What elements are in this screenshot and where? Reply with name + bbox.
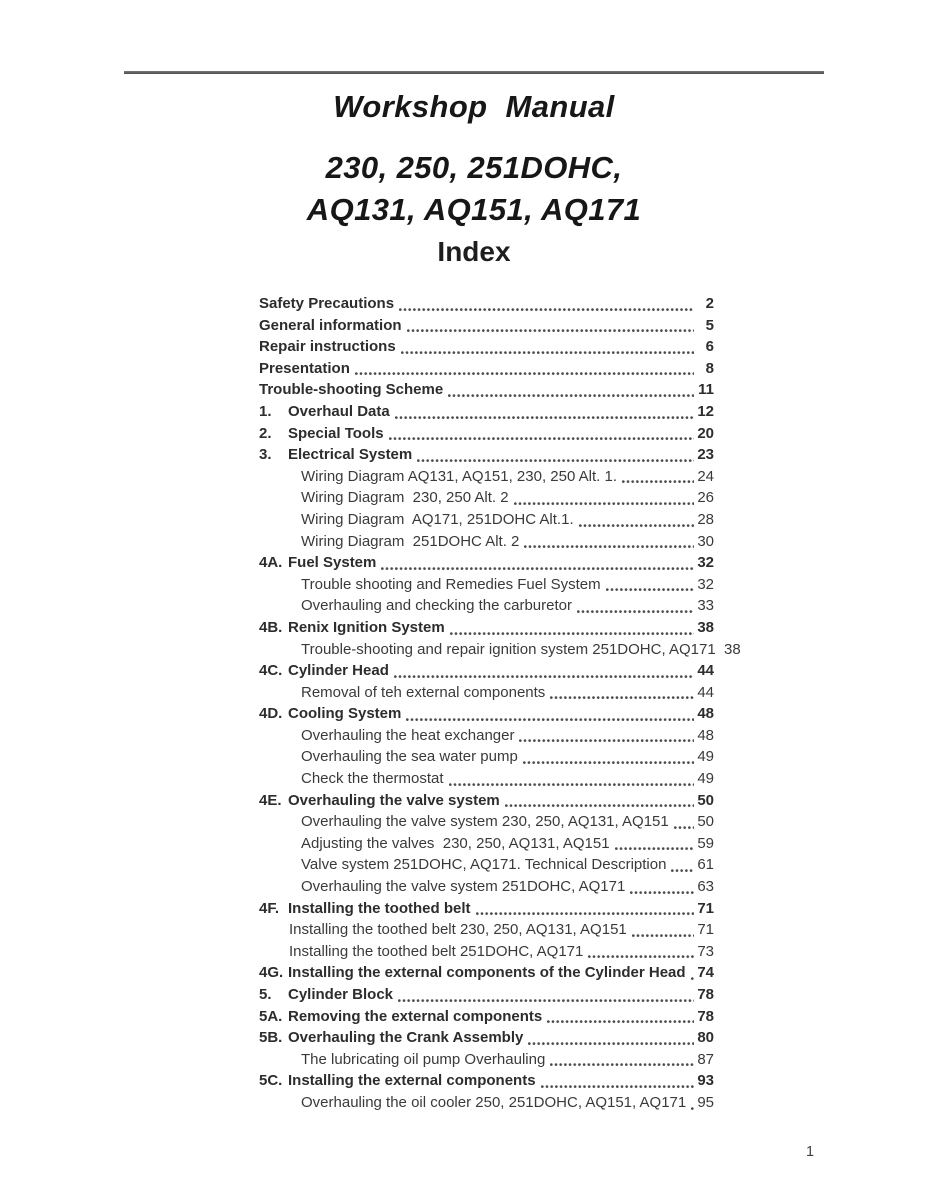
toc-entry-label: Check the thermostat — [301, 770, 444, 788]
toc-entry-label: Cylinder Head — [288, 662, 389, 680]
toc-row — [259, 336, 714, 358]
toc-entry-label: The lubricating oil pump Overhauling — [301, 1050, 546, 1068]
toc-row — [259, 1049, 714, 1071]
toc-row — [259, 1006, 714, 1028]
toc-row — [259, 962, 714, 984]
toc-row — [259, 660, 714, 682]
toc-entry-label: Overhaul Data — [288, 402, 390, 420]
toc-page-number: 20 — [697, 424, 714, 442]
toc-row — [259, 876, 714, 898]
toc-entry-label: Overhauling the valve system — [288, 791, 500, 809]
toc-row — [259, 466, 714, 488]
toc-row — [259, 379, 714, 401]
toc-row — [259, 315, 714, 337]
toc-entry-label: Electrical System — [288, 446, 413, 464]
toc-leader-dots — [399, 307, 694, 312]
toc-entry-label: Presentation — [259, 359, 350, 377]
toc-leader-dots — [519, 738, 694, 743]
toc-page-number: 63 — [697, 878, 714, 896]
toc-entry-label: Installing the external components — [288, 1072, 536, 1090]
toc-page-number: 2 — [705, 295, 714, 312]
toc-page-number: 38 — [697, 618, 714, 636]
engine-models — [124, 147, 824, 231]
toc-row — [259, 1027, 714, 1049]
toc-leader-dots — [398, 998, 694, 1003]
toc-page-number: 6 — [705, 338, 714, 356]
toc-entry-prefix: 5. — [259, 986, 272, 1003]
toc-entry-label: Repair instructions — [259, 338, 396, 356]
toc-leader-dots — [449, 782, 694, 787]
toc-row — [259, 595, 714, 617]
toc-page-number: 87 — [697, 1050, 714, 1068]
toc-page-number: 59 — [697, 834, 714, 852]
toc-entry-label: Overhauling and checking the carburetor — [301, 597, 572, 615]
toc-leader-dots — [355, 371, 694, 376]
toc-row — [259, 682, 714, 704]
toc-row — [259, 919, 714, 941]
table-of-contents — [259, 293, 741, 1114]
toc-entry-prefix: 5A. — [259, 1007, 283, 1025]
toc-page-number: 49 — [697, 770, 714, 788]
engine-models-line-1: 230, 250, 251DOHC, — [325, 150, 623, 185]
toc-leader-dots — [448, 393, 694, 398]
index-heading: Index — [437, 236, 511, 267]
toc-page-number: 11 — [698, 381, 714, 399]
toc-entry-label: Overhauling the Crank Assembly — [288, 1029, 524, 1047]
toc-entry-prefix: 4F. — [259, 899, 280, 917]
toc-page-number: 49 — [697, 748, 714, 766]
toc-entry-prefix: 4E. — [259, 791, 282, 809]
toc-leader-dots — [381, 566, 694, 571]
toc-page-number: 38 — [723, 640, 741, 658]
toc-page-number: 32 — [697, 554, 714, 572]
toc-page-number: 50 — [697, 791, 714, 809]
toc-row — [259, 401, 714, 423]
toc-leader-dots — [632, 933, 694, 938]
toc-page-number: 71 — [697, 921, 714, 939]
toc-entry-label: Overhauling the oil cooler 250, 251DOHC, AQ151, AQ171 — [301, 1093, 687, 1111]
engine-models-line-2: AQ131, AQ151, AQ171 — [306, 192, 642, 227]
toc-entry-label: Wiring Diagram AQ131, AQ151, 230, 250 Alt. 1. — [301, 467, 618, 485]
toc-entry-label: Installing the toothed belt 251DOHC, AQ171 — [289, 942, 584, 960]
toc-page-number: 30 — [697, 532, 714, 550]
toc-entry-prefix: 3. — [259, 446, 272, 464]
toc-leader-dots — [588, 954, 694, 959]
toc-entry-prefix: 4D. — [259, 705, 283, 723]
toc-entry-label: Overhauling the valve system 251DOHC, AQ171 — [301, 878, 626, 896]
toc-leader-dots — [577, 609, 694, 614]
toc-row — [259, 854, 714, 876]
toc-leader-dots — [615, 846, 694, 851]
header-rule — [124, 71, 824, 74]
toc-entry-label: Removal of teh external components — [301, 683, 546, 701]
toc-entry-label: Removing the external components — [288, 1007, 543, 1025]
toc-row — [259, 725, 714, 747]
toc-row — [259, 358, 714, 380]
toc-page-number: 48 — [697, 726, 714, 744]
toc-row — [259, 941, 714, 963]
toc-leader-dots — [406, 717, 694, 722]
toc-page-number: 44 — [697, 662, 714, 680]
toc-row — [259, 552, 714, 574]
toc-page-number: 78 — [697, 1007, 714, 1025]
toc-leader-dots — [394, 674, 694, 679]
toc-entry-prefix: 5B. — [259, 1029, 283, 1047]
toc-page-number: 23 — [697, 446, 714, 464]
toc-entry-prefix: 4B. — [259, 618, 283, 636]
toc-leader-dots — [395, 415, 694, 420]
toc-leader-dots — [514, 501, 694, 506]
toc-page-number: 12 — [697, 402, 714, 420]
toc-page-number: 44 — [697, 683, 714, 701]
toc-row — [259, 531, 714, 553]
toc-entry-label: Cooling System — [288, 705, 402, 723]
toc-row — [259, 423, 714, 445]
toc-row — [259, 746, 714, 768]
toc-entry-label: Special Tools — [288, 424, 384, 442]
toc-page-number: 73 — [697, 942, 714, 960]
toc-row — [259, 293, 714, 315]
toc-page-number: 93 — [697, 1072, 714, 1090]
toc-page-number: 78 — [697, 986, 714, 1003]
toc-row — [259, 617, 714, 639]
toc-page-number: 48 — [697, 705, 714, 723]
toc-entry-prefix: 2. — [259, 424, 272, 442]
toc-leader-dots — [401, 350, 694, 355]
toc-leader-dots — [671, 868, 694, 873]
toc-leader-dots — [505, 803, 694, 808]
toc-entry-label: Trouble-shooting Scheme — [259, 381, 444, 399]
toc-row — [259, 574, 714, 596]
toc-leader-dots — [541, 1084, 694, 1089]
toc-entry-prefix: 4C. — [259, 662, 283, 680]
toc-page-number: 24 — [697, 467, 714, 485]
toc-leader-dots — [606, 587, 694, 592]
toc-page-number: 28 — [697, 510, 714, 528]
toc-page-number: 80 — [697, 1029, 714, 1047]
toc-row — [259, 1092, 714, 1114]
toc-leader-dots — [547, 1019, 694, 1024]
toc-page-number: 26 — [697, 489, 714, 507]
toc-entry-label: Wiring Diagram AQ171, 251DOHC Alt.1. — [301, 510, 574, 528]
toc-leader-dots — [674, 825, 694, 830]
toc-leader-dots — [524, 544, 694, 549]
toc-row — [259, 1070, 714, 1092]
toc-entry-label: Trouble-shooting and repair ignition system 251DOHC, AQ171 — [301, 640, 716, 658]
toc-entry-label: Renix Ignition System — [288, 618, 445, 636]
toc-row — [259, 509, 714, 531]
toc-page-number: 74 — [697, 964, 714, 982]
toc-entry-label: Overhauling the sea water pump — [301, 748, 518, 766]
toc-entry-label: Installing the external components of the Cylinder Head — [288, 964, 686, 982]
toc-row — [259, 768, 714, 790]
toc-entry-label: Wiring Diagram 230, 250 Alt. 2 — [301, 489, 509, 507]
toc-entry-label: Installing the toothed belt — [288, 899, 471, 917]
toc-page-number: 61 — [697, 856, 714, 874]
toc-entry-label: Trouble shooting and Remedies Fuel System — [301, 575, 601, 593]
toc-row — [259, 984, 714, 1006]
toc-row — [259, 898, 714, 920]
toc-leader-dots — [389, 436, 694, 441]
toc-row — [259, 833, 714, 855]
toc-entry-label: Adjusting the valves 230, 250, AQ131, AQ151 — [301, 834, 610, 852]
toc-leader-dots — [691, 976, 694, 981]
toc-entry-prefix: 4A. — [259, 554, 283, 572]
toc-entry-label: Fuel System — [288, 554, 377, 572]
toc-row — [259, 703, 714, 725]
toc-leader-dots — [550, 695, 694, 700]
toc-entry-prefix: 5C. — [259, 1072, 283, 1090]
toc-entry-label: General information — [259, 316, 402, 334]
toc-page-number: 5 — [705, 316, 714, 334]
toc-entry-prefix: 1. — [259, 402, 272, 420]
toc-entry-label: Wiring Diagram 251DOHC Alt. 2 — [301, 532, 520, 550]
toc-leader-dots — [579, 523, 694, 528]
toc-page-number: 8 — [705, 359, 714, 377]
page-number: 1 — [805, 1144, 815, 1160]
toc-leader-dots — [450, 631, 694, 636]
toc-leader-dots — [523, 760, 694, 765]
toc-leader-dots — [417, 458, 694, 463]
toc-leader-dots — [407, 328, 694, 333]
toc-entry-label: Overhauling the heat exchanger — [301, 726, 515, 744]
toc-leader-dots — [622, 479, 694, 484]
toc-row — [259, 790, 714, 812]
toc-entry-label: Installing the toothed belt 230, 250, AQ131, AQ151 — [289, 921, 627, 939]
toc-entry-prefix: 4G. — [259, 964, 284, 982]
toc-page-number: 71 — [697, 899, 714, 917]
toc-page-number: 33 — [697, 597, 714, 615]
toc-leader-dots — [476, 911, 695, 916]
toc-row — [259, 444, 714, 466]
toc-entry-label: Cylinder Block — [288, 986, 394, 1003]
toc-leader-dots — [528, 1041, 694, 1046]
toc-leader-dots — [691, 1106, 694, 1111]
toc-page-number: 50 — [697, 813, 714, 831]
manual-title: Workshop Manual — [333, 89, 615, 124]
toc-leader-dots — [550, 1062, 694, 1067]
toc-row — [259, 811, 714, 833]
toc-entry-label: Valve system 251DOHC, AQ171. Technical Description — [301, 856, 667, 874]
toc-row — [259, 487, 714, 509]
toc-page-number: 95 — [697, 1093, 714, 1111]
toc-entry-label: Safety Precautions — [259, 295, 395, 312]
toc-page-number: 32 — [697, 575, 714, 593]
toc-leader-dots — [630, 890, 694, 895]
toc-row — [259, 639, 741, 661]
toc-entry-label: Overhauling the valve system 230, 250, AQ131, AQ151 — [301, 813, 669, 831]
